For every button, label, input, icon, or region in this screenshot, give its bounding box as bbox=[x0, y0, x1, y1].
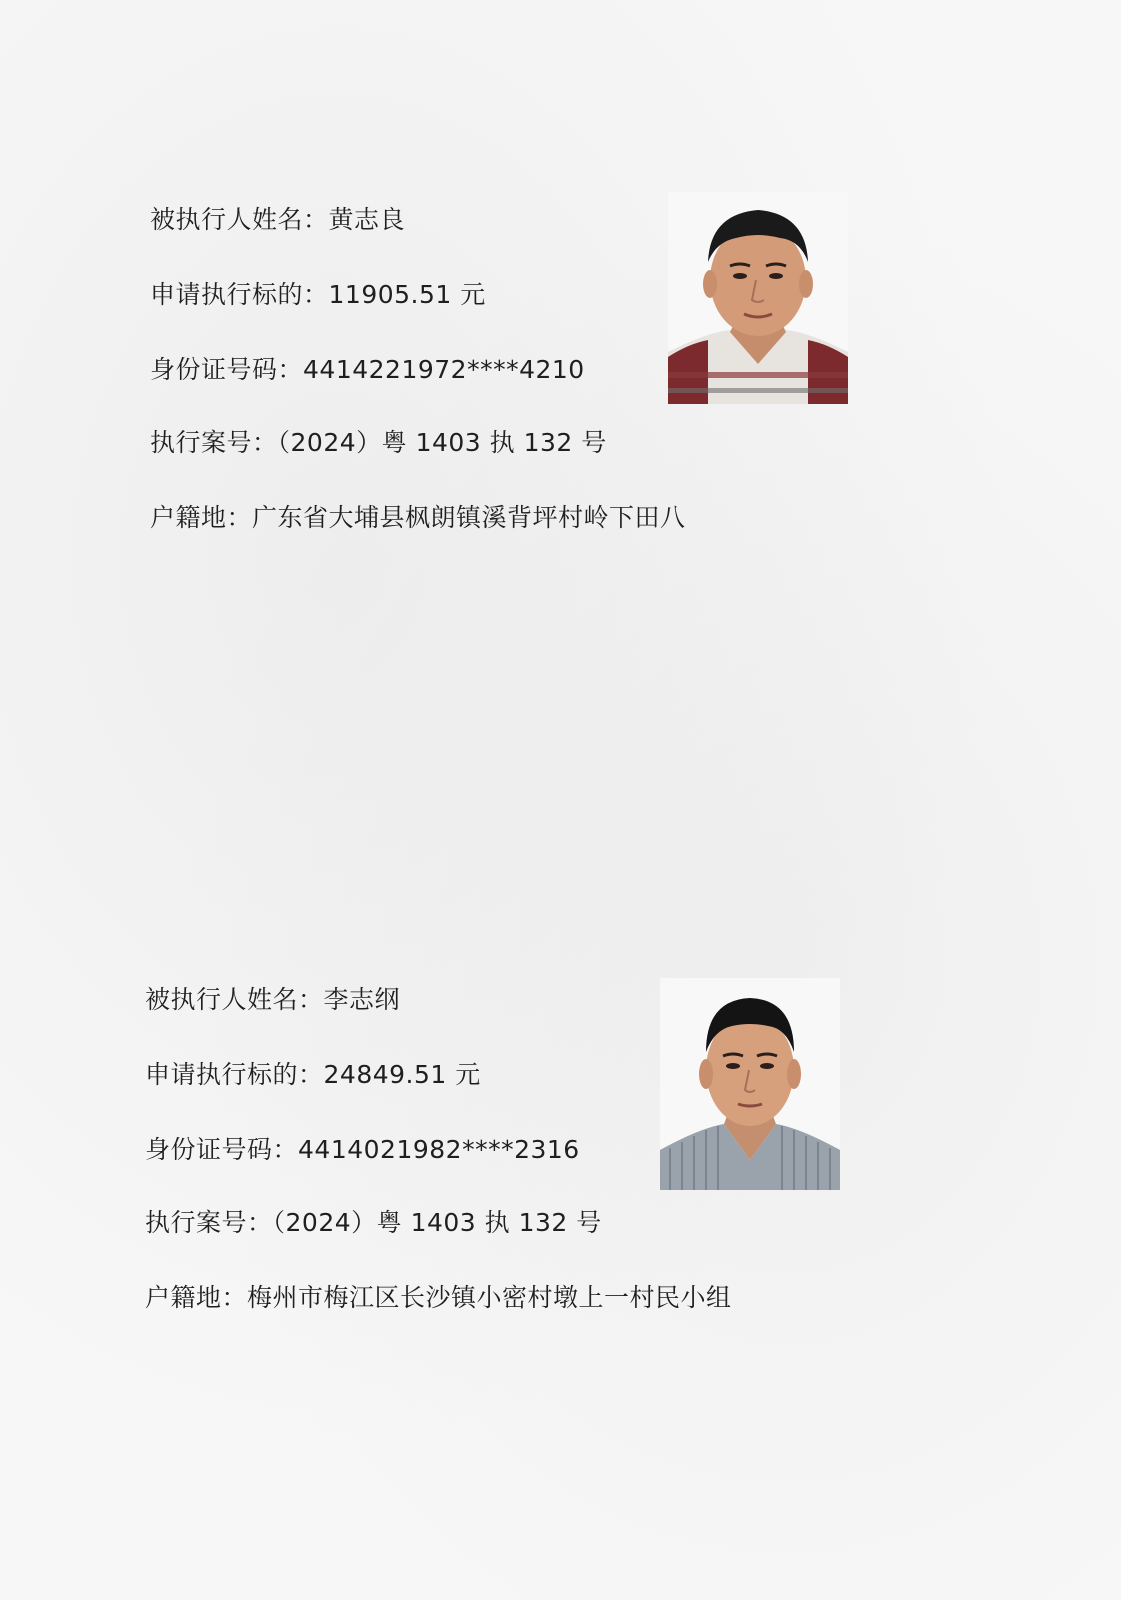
debtor-record bbox=[150, 190, 1110, 570]
case-label: 执行案号： bbox=[145, 1208, 273, 1237]
case-number: （2024）粤 1403 执 132 号 bbox=[272, 1208, 602, 1237]
residence-label: 户籍地： bbox=[150, 503, 253, 532]
id-number: 4414021982****2316 bbox=[298, 1135, 580, 1164]
amount-label: 申请执行标的： bbox=[145, 1060, 324, 1089]
amount-row bbox=[145, 1055, 481, 1095]
id-row bbox=[150, 350, 585, 390]
amount-value: 11905.51 元 bbox=[328, 280, 486, 309]
amount-row bbox=[150, 275, 486, 315]
case-number: （2024）粤 1403 执 132 号 bbox=[277, 428, 607, 457]
id-row bbox=[145, 1130, 580, 1170]
case-label: 执行案号： bbox=[150, 428, 278, 457]
name-label: 被执行人姓名： bbox=[145, 985, 324, 1014]
id-number: 4414221972****4210 bbox=[303, 355, 585, 384]
residence-label: 户籍地： bbox=[145, 1283, 248, 1312]
portrait-photo bbox=[668, 192, 848, 404]
residence-value: 梅州市梅江区长沙镇小密村墩上一村民小组 bbox=[247, 1283, 732, 1312]
residence-value: 广东省大埔县枫朗镇溪背坪村岭下田八 bbox=[252, 503, 686, 532]
amount-label: 申请执行标的： bbox=[150, 280, 329, 309]
debtor-name: 黄志良 bbox=[328, 205, 406, 234]
debtor-name: 李志纲 bbox=[323, 985, 401, 1014]
case-row bbox=[150, 423, 607, 463]
id-label: 身份证号码： bbox=[145, 1135, 299, 1164]
debtor-record bbox=[145, 970, 1105, 1350]
amount-value: 24849.51 元 bbox=[323, 1060, 481, 1089]
residence-row bbox=[145, 1278, 732, 1318]
id-label: 身份证号码： bbox=[150, 355, 304, 384]
portrait-photo bbox=[660, 978, 840, 1190]
name-label: 被执行人姓名： bbox=[150, 205, 329, 234]
case-row bbox=[145, 1203, 602, 1243]
residence-row bbox=[150, 498, 686, 538]
name-row bbox=[150, 200, 405, 240]
name-row bbox=[145, 980, 400, 1020]
